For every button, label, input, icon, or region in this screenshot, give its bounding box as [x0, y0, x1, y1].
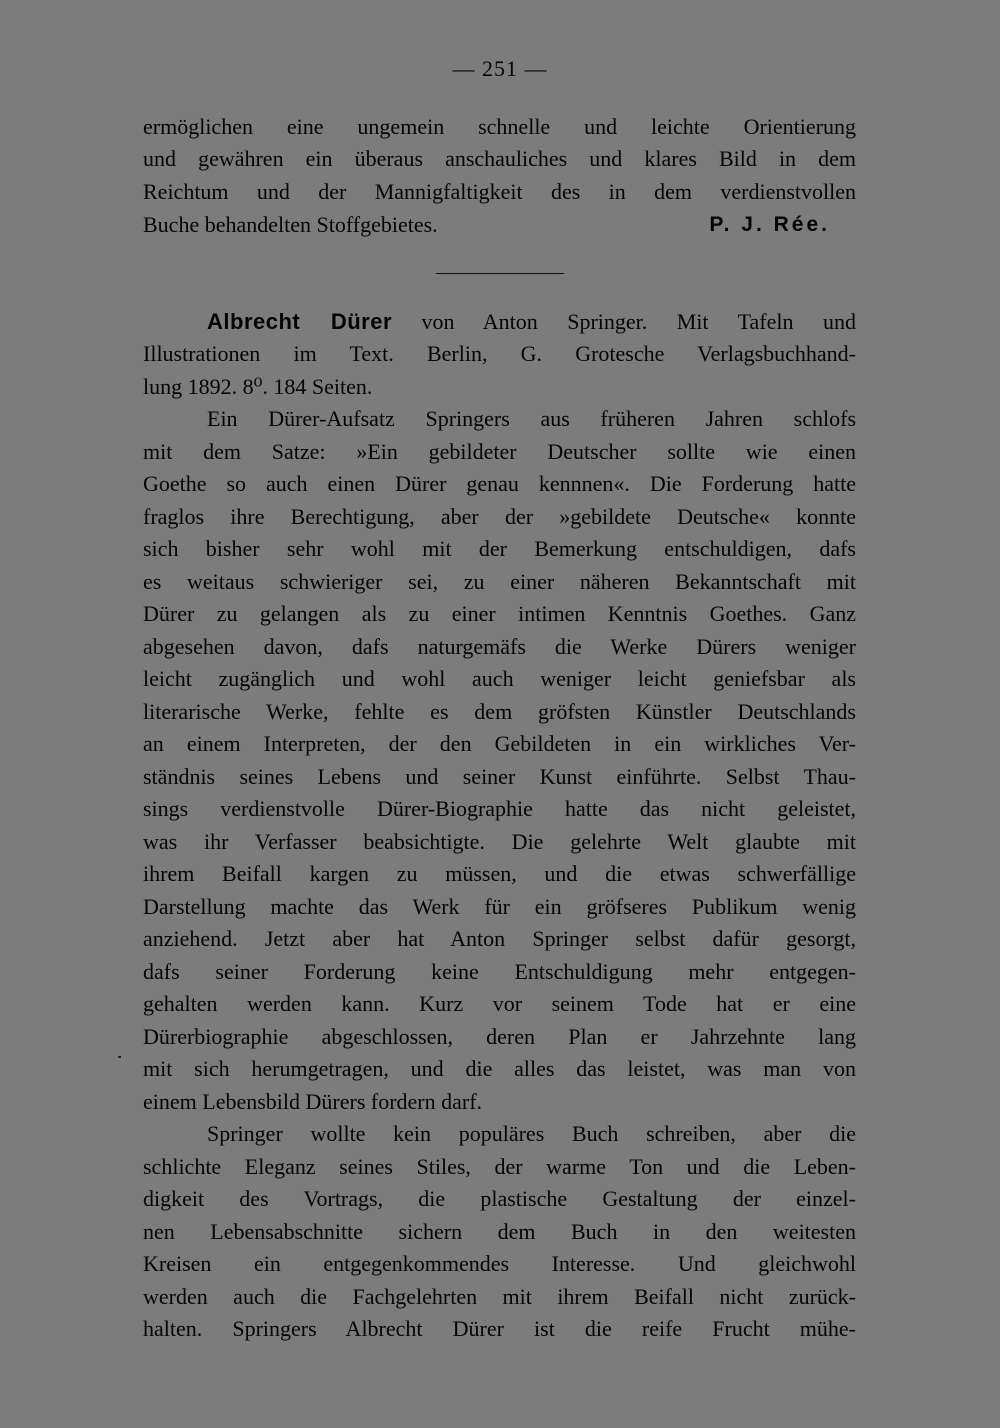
p1-line-15: ihrem Beifall kargen zu müssen, und die etwas schwerfällige [143, 861, 856, 886]
p1-line-9: leicht zugänglich und wohl auch weniger leicht geniefsbar als [143, 666, 856, 691]
heading-rest: von Anton Springer. Mit Tafeln und [392, 309, 856, 334]
p1-line-11: an einem Interpreten, der den Gebildeten in ein wirkliches Ver- [143, 731, 856, 756]
review1-line-2: und gewähren ein überaus anschauliches und klares Bild in dem [143, 146, 856, 171]
p1-line-14: was ihr Verfasser beabsichtigte. Die gelehrte Welt glaubte mit [143, 829, 856, 854]
p1-line-2: mit dem Satze: »Ein gebildeter Deutscher sollte wie einen [143, 439, 856, 464]
p1-line-1: Ein Dürer-Aufsatz Springers aus früheren Jahren schlofs [207, 406, 856, 431]
p1-line-6: es weitaus schwieriger sei, zu einer näheren Bekanntschaft mit [143, 569, 856, 594]
p1-line-5: sich bisher sehr wohl mit der Bemerkung entschuldigen, dafs [143, 536, 856, 561]
reviewer-signature: P. J. Rée. [709, 213, 830, 236]
page-number: — 251 — [452, 56, 548, 81]
p1-line-20: Dürerbiographie abgeschlossen, deren Plan er Jahrzehnte lang [143, 1024, 856, 1049]
review1-line-4-text: Buche behandelten Stoffgebietes. [143, 212, 438, 237]
review2-heading [207, 306, 856, 338]
biblio-line-1: Illustrationen im Text. Berlin, G. Grotesche Verlagsbuchhand- [143, 341, 856, 366]
p2-line-4: nen Lebensabschnitte sichern dem Buch in den weitesten [143, 1219, 856, 1244]
book-title: Albrecht Dürer [207, 309, 393, 334]
p1-line-3: Goethe so auch einen Dürer genau kennnen«. Die Forderung hatte [143, 471, 856, 496]
p1-line-21: mit sich herumgetragen, und die alles das leistet, was man von [143, 1056, 856, 1081]
review1-line-4 [143, 209, 856, 241]
p2-line-3: digkeit des Vortrags, die plastische Gestaltung der einzel- [143, 1186, 856, 1211]
p1-line-7: Dürer zu gelangen als zu einer intimen Kenntnis Goethes. Ganz [143, 601, 856, 626]
review1-line-1: ermöglichen eine ungemein schnelle und leichte Orientierung [143, 114, 856, 139]
p2-line-6: werden auch die Fachgelehrten mit ihrem Beifall nicht zurück- [143, 1284, 856, 1309]
review1-line-3: Reichtum und der Mannigfaltigkeit des in dem verdienstvollen [143, 179, 856, 204]
scan-speck [118, 1056, 121, 1058]
p1-line-4: fraglos ihre Berechtigung, aber der »gebildete Deutsche« konnte [143, 504, 856, 529]
p2-line-5: Kreisen ein entgegenkommendes Interesse. Und gleichwohl [143, 1251, 856, 1276]
p1-line-13: sings verdienstvolle Dürer-Biographie hatte das nicht geleistet, [143, 796, 856, 821]
p2-line-2: schlichte Eleganz seines Stiles, der warme Ton und die Leben- [143, 1154, 856, 1179]
p1-line-16: Darstellung machte das Werk für ein gröfseres Publikum wenig [143, 894, 856, 919]
p1-line-17: anziehend. Jetzt aber hat Anton Springer selbst dafür gesorgt, [143, 926, 856, 951]
p1-line-10: literarische Werke, fehlte es dem gröfsten Künstler Deutschlands [143, 699, 856, 724]
p2-line-1: Springer wollte kein populäres Buch schreiben, aber die [207, 1121, 856, 1146]
p1-line-12: ständnis seines Lebens und seiner Kunst einführte. Selbst Thau- [143, 764, 856, 789]
p2-line-7: halten. Springers Albrecht Dürer ist die reife Frucht mühe- [143, 1316, 856, 1341]
p1-line-18: dafs seiner Forderung keine Entschuldigung mehr entgegen- [143, 959, 856, 984]
p1-line-19: gehalten werden kann. Kurz vor seinem Tode hat er eine [143, 991, 856, 1016]
section-divider [436, 273, 564, 274]
p1-line-22: einem Lebensbild Dürers fordern darf. [143, 1089, 483, 1114]
biblio-line-2: lung 1892. 8⁰. 184 Seiten. [143, 374, 373, 399]
p1-line-8: abgesehen davon, dafs naturgemäfs die Werke Dürers weniger [143, 634, 856, 659]
